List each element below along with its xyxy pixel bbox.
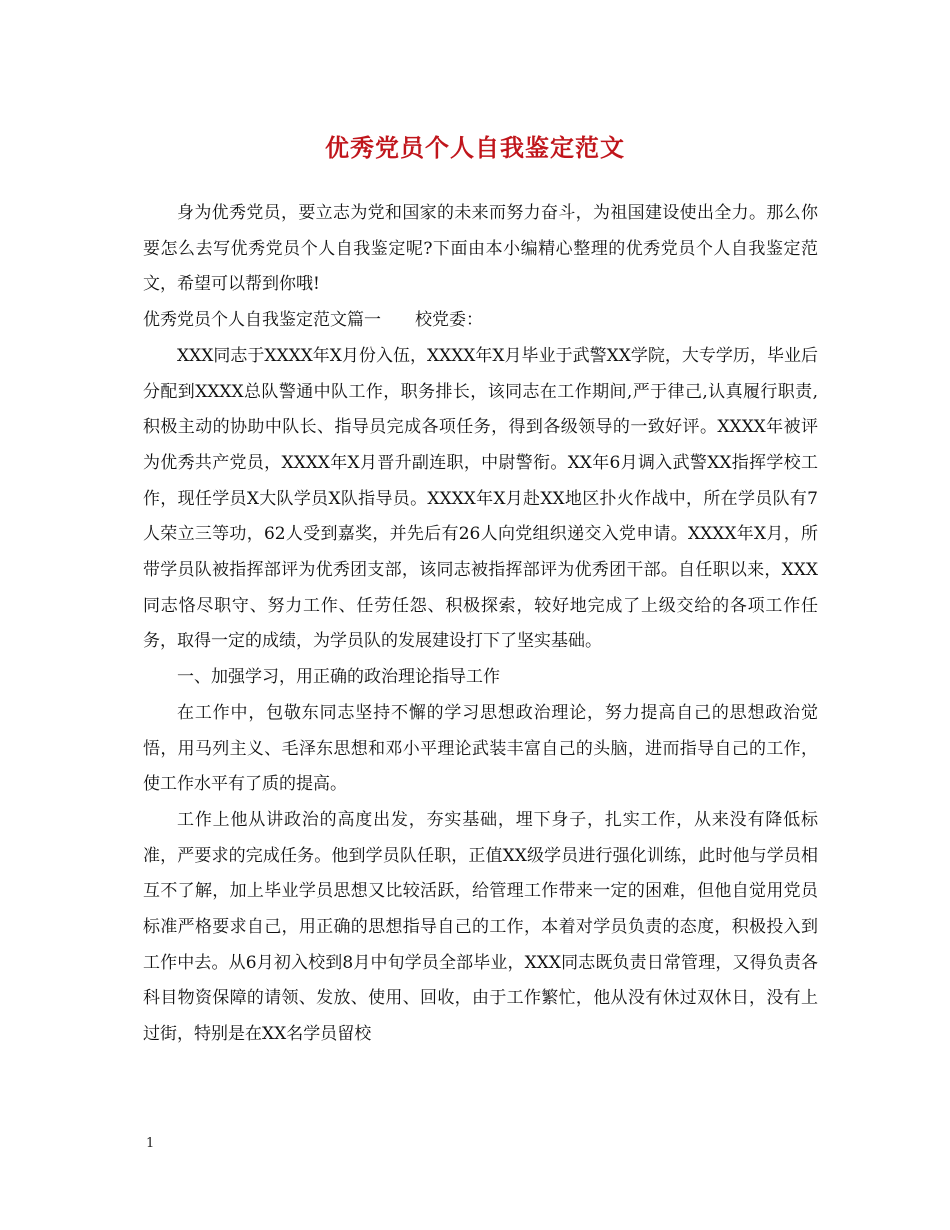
document-title: 优秀党员个人自我鉴定范文 — [325, 133, 625, 162]
body-paragraph: 在工作中，包敬东同志坚持不懈的学习思想政治理论，努力提高自己的思想政治觉悟，用马列主义、毛泽东思想和邓小平理论武装丰富自己的头脑，进而指导自己的工作，使工作水平有了质的提高。 — [143, 702, 818, 795]
body-paragraph: 工作上他从讲政治的高度出发，夯实基础，埋下身子，扎实工作，从来没有降低标准，严要求的完成任务。他到学员队任职，正值XX级学员进行强化训练，此时他与学员相互不了解，加上毕业学员思想又比较活跃，给管理工作带来一定的困难，但他自觉用党员标准严格要求自己，用正确的思想指导自己的工作，本着对学员负责的态度，积极投入到工作中去。从6月初入校到8月中旬学员全部毕业，XXX同志既负责日常管理，又得负责各科目物资保障的请领、发放、使用、回收，由于工作繁忙，他从没有休过双休日，没有上过街，特别是在XX名学员留校 — [143, 809, 818, 1045]
intro-paragraph: 身为优秀党员，要立志为党和国家的未来而努力奋斗，为祖国建设使出全力。那么你要怎么去写优秀党员个人自我鉴定呢?下面由本小编精心整理的优秀党员个人自我鉴定范文，希望可以帮到你哦! — [143, 203, 818, 295]
section-heading-line: 优秀党员个人自我鉴定范文篇一 校党委： — [143, 310, 483, 331]
body-paragraph: XXX同志于XXXX年X月份入伍，XXXX年X月毕业于武警XX学院，大专学历，毕业后分配到XXXX总队警通中队工作，职务排长，该同志在工作期间,严于律己,认真履行职责,积极主动的协助中队长、指导员完成各项任务，得到各级领导的一致好评。XXXX年被评为优秀共产党员，XXXX年X月晋升副连职，中尉警衔。XX年6月调入武警XX指挥学校工作，现任学员X大队学员X队指导员。XXXX年X月赴XX地区扑火作战中，所在学员队有7人荣立三等功，62人受到嘉奖，并先后有26人向党组织递交入党申请。XXXX年X月，所带学员队被指挥部评为优秀团支部，该同志被指挥部评为优秀团干部。自任职以来，XXX同志恪尽职守、努力工作、任劳任怨、积极探索，较好地完成了上级交给的各项工作任务，取得一定的成绩，为学员队的发展建设打下了坚实基础。 — [143, 345, 818, 652]
page-number: 1 — [146, 1136, 155, 1151]
subsection-heading: 一、加强学习，用正确的政治理论指导工作 — [177, 667, 500, 688]
document-body — [143, 196, 818, 1053]
